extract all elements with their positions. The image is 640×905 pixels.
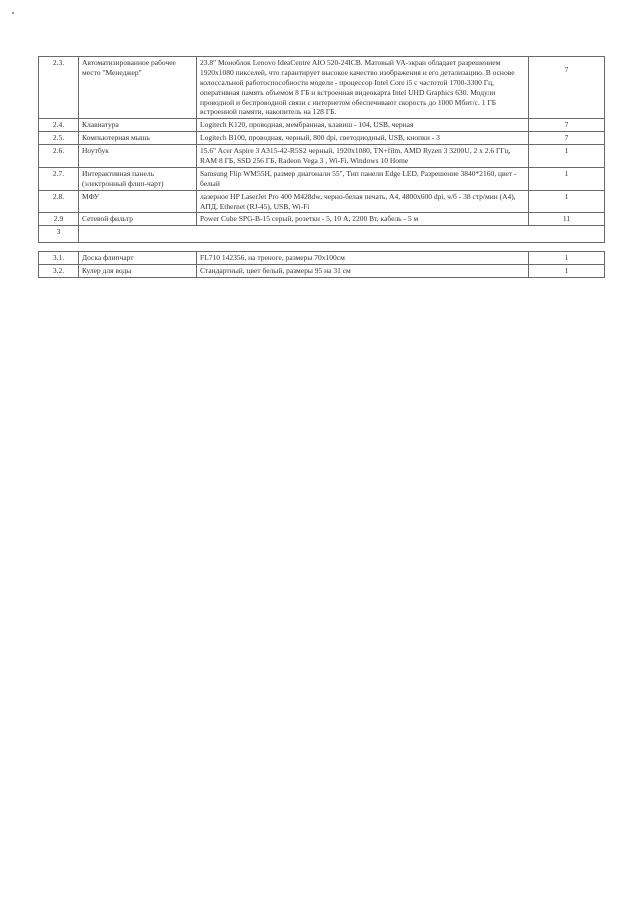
item-description: FL710 142356, на треноге, размеры 70x100см <box>197 252 529 265</box>
item-quantity: 1 <box>529 265 605 278</box>
table-row <box>39 167 605 190</box>
item-quantity: 11 <box>529 213 605 226</box>
row-number: 2.5. <box>39 132 79 145</box>
section-number: 3 <box>39 226 79 243</box>
item-name: Компьютерная мышь <box>79 132 197 145</box>
item-description: 15.6" Acer Aspire 3 A315-42-R5S2 черный, 1920x1080, TN+film, AMD Ryzen 3 3200U, 2 x 2.6 ГГц, RAM 8 ГБ, SSD 256 ГБ, Radeon Vega 3 , Wi-Fi, Windows 10 Home <box>197 145 529 168</box>
item-name: МФУ <box>79 190 197 213</box>
scan-speck <box>12 12 14 14</box>
item-quantity: 1 <box>529 145 605 168</box>
item-description: Logitech K120, проводная, мембранная, клавиш - 104, USB, черная <box>197 119 529 132</box>
section-row <box>39 226 605 243</box>
table-row <box>39 57 605 119</box>
item-description: лазерное HP LaserJet Pro 400 M428dw, черно-белая печать, A4, 4800x600 dpi, ч/б - 38 стр/мин (A4), АПД, Ethernet (RJ-45), USB, Wi-Fi <box>197 190 529 213</box>
item-name: Интерактивная панель (электронный флип-чарт) <box>79 167 197 190</box>
row-number: 2.7. <box>39 167 79 190</box>
item-quantity: 1 <box>529 252 605 265</box>
item-name: Клавиатура <box>79 119 197 132</box>
item-name: Доска флипчарт <box>79 252 197 265</box>
row-number: 3.1. <box>39 252 79 265</box>
gap-row <box>39 243 605 252</box>
table-row <box>39 265 605 278</box>
equipment-table <box>38 56 605 278</box>
item-quantity: 1 <box>529 190 605 213</box>
table-row <box>39 119 605 132</box>
item-name: Ноутбук <box>79 145 197 168</box>
item-name: Автоматизированное рабочее место "Менеджер" <box>79 57 197 119</box>
item-name: Кулер для воды <box>79 265 197 278</box>
item-quantity: 7 <box>529 132 605 145</box>
item-name: Сетевой фильтр <box>79 213 197 226</box>
gap-cell <box>39 243 605 252</box>
item-description: Logitech B100, проводная, черный, 800 dpi, светодиодный, USB, кнопки - 3 <box>197 132 529 145</box>
section-blank <box>79 226 605 243</box>
item-quantity: 7 <box>529 57 605 119</box>
row-number: 2.6. <box>39 145 79 168</box>
item-quantity: 1 <box>529 167 605 190</box>
item-quantity: 7 <box>529 119 605 132</box>
row-number: 3.2. <box>39 265 79 278</box>
item-description: Samsung Flip WM55H, размер диагонали 55", Тип панели Edge LED, Разрешение 3840*2160, цвет - белый <box>197 167 529 190</box>
table-row <box>39 190 605 213</box>
row-number: 2.4. <box>39 119 79 132</box>
item-description: 23.8" Моноблок Lenovo IdeaCentre AIO 520-24ICB. Матовый VA-экран обладает разрешением 1920x1080 пикселей, что гарантирует высокое качество изображения и его детализацию. В основе колоссальной работоспособности модели - процессор Intel Core i5 с частотой 1700-3300 Гц, оперативная память объемом 8 ГБ и встроенная видеокарта Intel UHD Graphics 630. Модули проводной и беспроводной связи с интернетом обеспечивают скорость до 1000 Мбит/с. 1 ГБ встроенной памяти, накопитель на 128 ГБ. <box>197 57 529 119</box>
item-description: Стандартный, цвет белый, размеры 95 на 31 см <box>197 265 529 278</box>
table-row <box>39 145 605 168</box>
table-row <box>39 252 605 265</box>
row-number: 2.8. <box>39 190 79 213</box>
row-number: 2.3. <box>39 57 79 119</box>
row-number: 2.9 <box>39 213 79 226</box>
item-description: Power Cube SPG-B-15 серый, розетки - 5, 10 А, 2200 Вт, кабель - 5 м <box>197 213 529 226</box>
table-row <box>39 213 605 226</box>
table-row <box>39 132 605 145</box>
